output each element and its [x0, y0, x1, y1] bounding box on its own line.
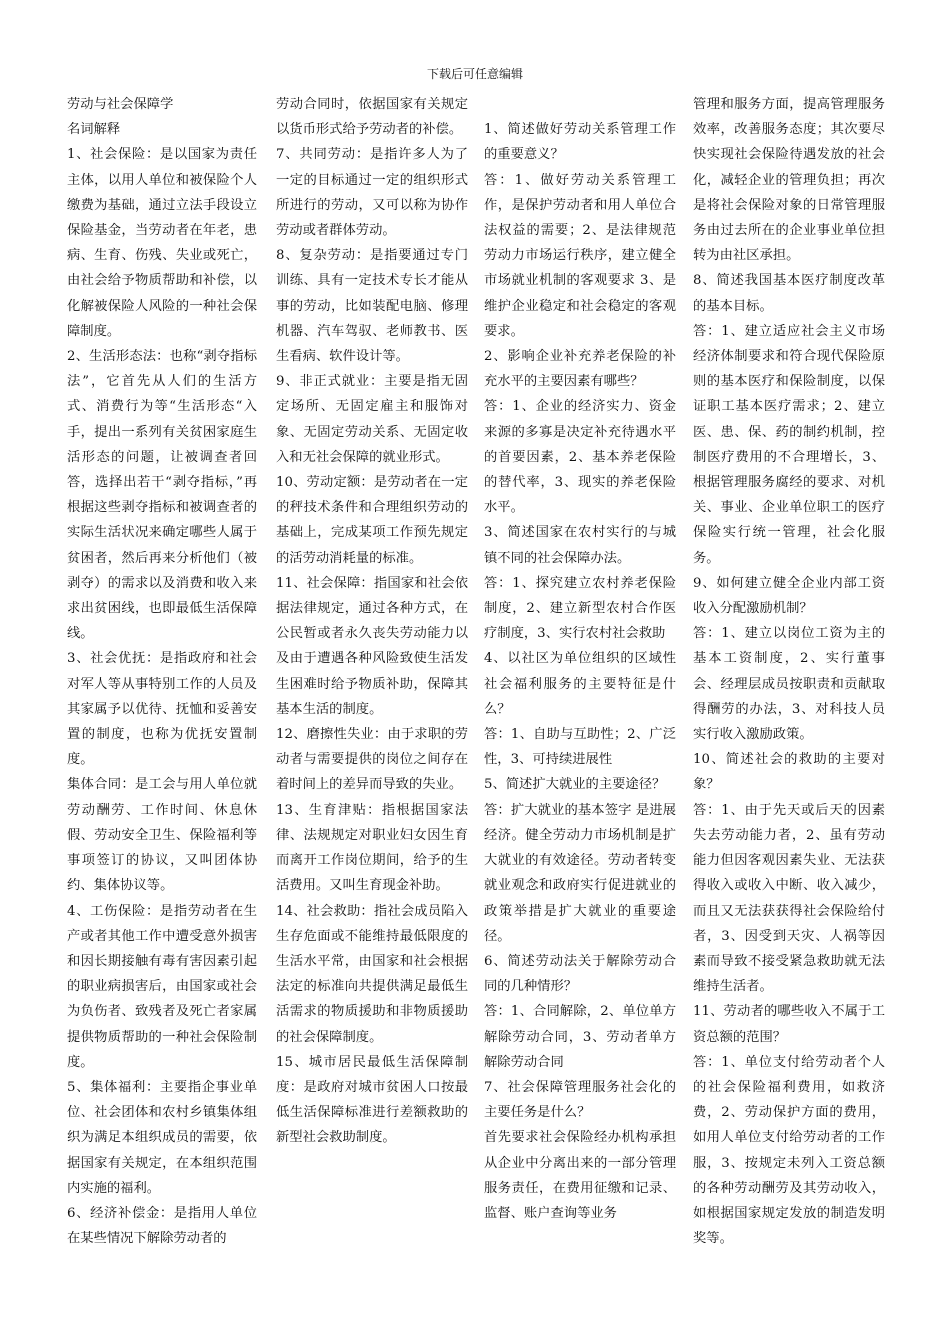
paragraph: 答：1、企业的经济实力、资金来源的多寡是决定补充待遇水平的首要因素，2、基本养老保险的替代率，3、现实的养老保险水平。 [484, 399, 676, 516]
paragraph: 答：1、自助与互助性；2、广泛性，3、可持续进展性 [484, 727, 676, 768]
page-header-note: 下载后可任意编辑 [426, 67, 523, 81]
paragraph: 8、简述我国基本医疗制度改革的基本目标。 [693, 273, 885, 314]
paragraph: 答：1、单位支付给劳动者个人的社会保险福利费用，如救济费，2、劳动保护方面的费用，如用人单位支付给劳动者的工作服，3、按规定未列入工资总额的各种劳动酬劳及其劳动收入，如根据国家规定发放的制造发明奖等。 [693, 1054, 885, 1247]
paragraph: 名词解释 [67, 122, 121, 138]
paragraph: 1、简述做好劳动关系管理工作的重要意义？ [484, 122, 676, 163]
paragraph: 3、简述国家在农村实行的与城镇不同的社会保障办法。 [484, 525, 676, 566]
text-column-2 [276, 92, 468, 1151]
paragraph: 劳动合同时，依据国家有关规定以货币形式给予劳动者的补偿。 [276, 97, 468, 138]
paragraph: 6、经济补偿金：是指用人单位在某些情况下解除劳动者的 [67, 1205, 257, 1247]
paragraph: 6、简述劳动法关于解除劳动合同的几种情形？ [484, 953, 676, 995]
paragraph: 2、生活形态法：也称“剥夺指标法”，它首先从人们的生活方式、消费行为等“生活形态“入手，提出一系列有关贫困家庭生活形态的问题，让被调查者回答，选择出若干“剥夺指标，”再根据这些剥夺指标和被调查者的实际生活状况来确定哪些人属于贫困者，然后再来分析他们（被剥夺）的需求以及消费和收入来求出贫困线，也即最低生活保障线。 [67, 349, 257, 642]
paragraph: 集体合同：是工会与用人单位就劳动酬劳、工作时间、休息休假、劳动安全卫生、保险福利等事项签订的协议，又叫团体协约、集体协议等。 [67, 777, 257, 894]
paragraph: 首先要求社会保险经办机构承担从企业中分离出来的一部分管理服务责任，在费用征缴和记录、监督、账户查询等业务 [484, 1130, 676, 1221]
text-column-1 [67, 92, 257, 1251]
paragraph: 7、共同劳动：是指许多人为了一定的目标通过一定的组织形式所进行的劳动，又可以称为协作劳动或者群体劳动。 [276, 147, 468, 239]
paragraph: 答：1、建立以岗位工资为主的基本工资制度，2、实行董事会、经理层成员按职责和贡献取得酬劳的办法，3、对科技人员实行收入激励政策。 [693, 626, 885, 743]
paragraph: 答：1、建立适应社会主义市场经济体制要求和符合现代保险原则的基本医疗和保险制度，以保证职工基本医疗需求；2、建立医、患、保、药的制约机制，控制医疗费用的不合理增长，3、根据管理服务腐经的要求、对机关、事业、企业单位职工的医疗保险实行统一管理，社会化服务。 [693, 323, 885, 566]
text-column-3 [484, 92, 676, 1226]
paragraph: 15、城市居民最低生活保障制度：是政府对城市贫困人口按最低生活保障标准进行差额救助的新型社会救助制度。 [276, 1054, 468, 1146]
paragraph: 4、以社区为单位组织的区域性社会福利服务的主要特征是什么？ [484, 651, 676, 717]
paragraph: 答：1、由于先天或后天的因素失去劳动能力者，2、虽有劳动能力但因客观因素失业、无法获得收入或收入中断、收入减少，而且又无法获获得社会保险给付者，3、因受到天灾、人祸等因素而导致不接受紧急救助就无法维持生活者。 [693, 802, 885, 995]
paragraph: 3、社会优抚：是指政府和社会对军人等从事特别工作的人员及其家属予以优待、抚恤和妥善安置的制度，也称为优抚安置制度。 [67, 651, 257, 768]
paragraph: 9、如何建立健全企业内部工资收入分配激励机制？ [693, 575, 885, 617]
paragraph: 劳动与社会保障学 [67, 97, 174, 112]
paragraph: 答：1、合同解除，2、单位单方解除劳动合同，3、劳动者单方解除劳动合同 [484, 1004, 676, 1070]
paragraph: 答：1、探究建立农村养老保险制度，2、建立新型农村合作医疗制度，3、实行农村社会救助 [484, 575, 676, 642]
paragraph: 7、社会保障管理服务社会化的主要任务是什么？ [484, 1079, 676, 1121]
paragraph: 8、复杂劳动：是指要通过专门训练、具有一定技术专长才能从事的劳动，比如装配电脑、修理机器、汽车驾驭、老师教书、医生看病、软件设计等。 [276, 248, 468, 365]
paragraph: 12、磨擦性失业：由于求职的劳动者与需要提供的岗位之间存在着时间上的差异而导致的失业。 [276, 727, 468, 793]
paragraph: 14、社会救助：指社会成员陷入生存危面或不能维持最低限度的生活水平常，由国家和社会根据法定的标准向共提供满足最低生活需求的物质援助和非物质援助的社会保障制度。 [276, 903, 468, 1045]
paragraph: 11、劳动者的哪些收入不属于工资总额的范围？ [693, 1004, 885, 1045]
paragraph: 13、生育津贴：指根据国家法律、法规规定对职业妇女因生育而离开工作岗位期间，给予的生活费用。又叫生育现金补助。 [276, 802, 468, 894]
paragraph: 11、社会保障：指国家和社会依据法律规定，通过各种方式，在公民暂或者永久丧失劳动能力以及由于遭遇各种风险致使生活发生困难时给予物质补助，保障其基本生活的制度。 [276, 575, 468, 717]
paragraph: 10、劳动定额：是劳动者在一定的秤技术条件和合理组织劳动的基础上，完成某项工作预先规定的活劳动消耗量的标准。 [276, 475, 468, 566]
paragraph: 5、集体福利：主要指企事业单位、社会团体和农村乡镇集体组织为满足本组织成员的需要，依据国家有关规定，在本组织范围内实施的福利。 [67, 1079, 257, 1196]
paragraph: 管理和服务方面，提高管理服务效率，改善服务态度；其次要尽快实现社会保险待遇发放的社会化，减轻企业的管理负担；再次是将社会保险对象的日常管理服务由过去所在的企业事业单位担转为由社区承担。 [693, 97, 885, 264]
paragraph: 9、非正式就业：主要是指无固定场所、无固定雇主和服饰对象、无固定劳动关系、无固定收入和无社会保障的就业形式。 [276, 374, 468, 465]
paragraph [484, 92, 676, 117]
paragraph: 答：扩大就业的基本签字 是进展经济。健全劳动力市场机制是扩大就业的有效途径。劳动者转变就业观念和政府实行促进就业的政策举措是扩大就业的重要途径。 [484, 802, 676, 944]
paragraph: 4、工伤保险：是指劳动者在生产或者其他工作中遭受意外损害和因长期接触有毒有害因素引起的职业病损害后，由国家或社会为负伤者、致残者及死亡者家属提供物质帮助的一种社会保险制度。 [67, 903, 257, 1070]
paragraph: 2、影响企业补充养老保险的补充水平的主要因素有哪些？ [484, 349, 676, 390]
paragraph: 1、社会保险：是以国家为责任主体，以用人单位和被保险个人缴费为基础，通过立法手段设立保险基金，当劳动者在年老，患病、生育、伤残、失业或死亡，由社会给予物质帮助和补偿，以化解被保险人风险的一种社会保障制度。 [67, 147, 257, 339]
paragraph: 10、简述社会的救助的主要对象？ [693, 752, 885, 793]
paragraph: 答：1、做好劳动关系管理工作，是保护劳动者和用人单位合法权益的需要；2、是法律规范劳动力市场运行秩序，建立健全市场就业机制的客观要求 3、是维护企业稳定和社会稳定的客观要求。 [484, 172, 676, 339]
text-column-4 [693, 92, 885, 1251]
paragraph: 5、简述扩大就业的主要途径？ [484, 777, 666, 793]
